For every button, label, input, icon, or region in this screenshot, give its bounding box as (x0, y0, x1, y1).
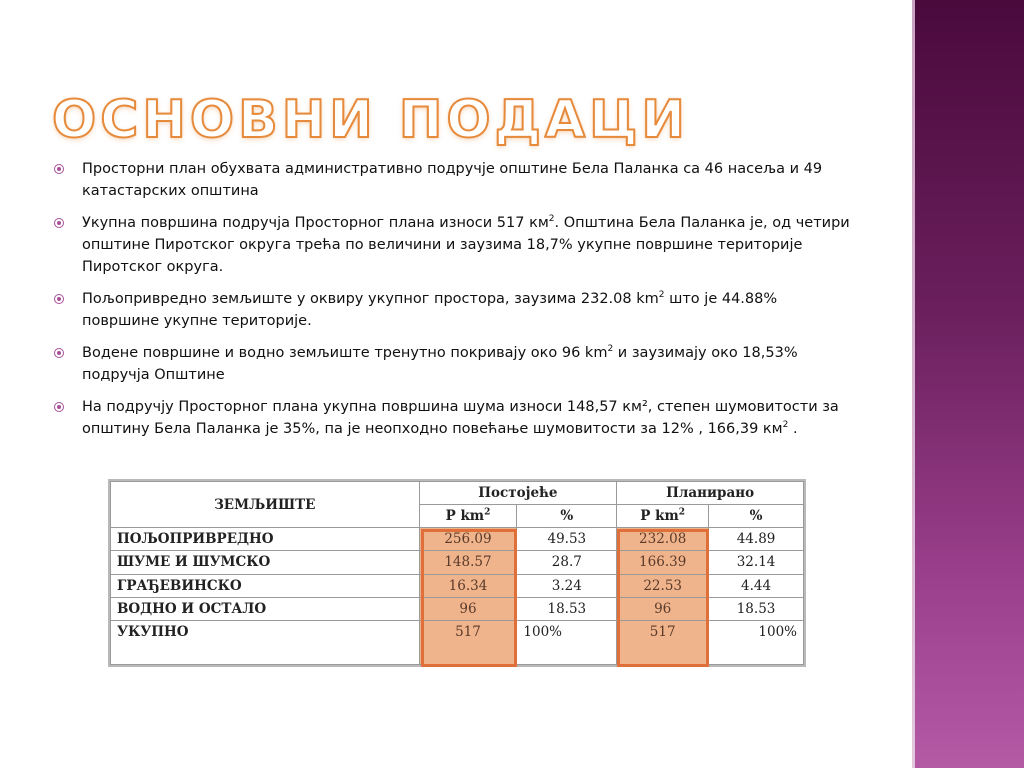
planned-area: 96 (617, 597, 709, 620)
existing-pct: 18.53 (517, 597, 617, 620)
existing-area: 148.57 (419, 551, 517, 574)
planned-pct: 18.53 (709, 597, 804, 620)
row-label: УКУПНО (111, 620, 420, 664)
bullet-text: На подручју Просторног плана укупна површина шума износи 148,57 км², степен шумовитости за општину Бела Паланка је 35%, па је неопходно повећање шумовитости за 12% , 166,39 км (82, 399, 839, 437)
planned-area: 166.39 (617, 551, 709, 574)
subheader-pct: % (709, 505, 804, 528)
bullet-list (52, 158, 852, 450)
land-use-table-image (108, 479, 806, 667)
header-planned: Планирано (617, 482, 804, 505)
row-label: ШУМЕ И ШУМСКО (111, 551, 420, 574)
existing-area: 16.34 (419, 574, 517, 597)
bullet-circle-icon (54, 402, 64, 412)
header-land: ЗЕМЉИШТЕ (111, 482, 420, 528)
subheader-area: P $km^2$ (419, 505, 517, 528)
bullet-item (52, 212, 852, 278)
bullet-text: Пољопривредно земљиште у оквиру укупног простора, заузима 232.08 km (82, 291, 659, 307)
land-use-table (110, 481, 804, 665)
planned-pct: 100% (709, 620, 804, 664)
row-label: ПОЉОПРИВРЕДНО (111, 528, 420, 551)
existing-pct: 28.7 (517, 551, 617, 574)
existing-area: 517 (419, 620, 517, 664)
slide-title: ОСНОВНИ ПОДАЦИ (52, 90, 689, 150)
bullet-text: и заузимају око 18,53% подручја Општине (82, 345, 798, 383)
existing-area: 256.09 (419, 528, 517, 551)
planned-pct: 4.44 (709, 574, 804, 597)
bullet-item (52, 158, 852, 202)
superscript: 2 (607, 344, 614, 355)
table-row (111, 528, 804, 551)
bullet-text: што је 44.88% површине укупне територије. (82, 291, 778, 329)
bullet-text: Водене површине и водно земљиште тренутно покривају око 96 km (82, 345, 608, 361)
table-row (111, 597, 804, 620)
table-row (111, 574, 804, 597)
table-row (111, 551, 804, 574)
existing-area: 96 (419, 597, 517, 620)
planned-pct: 32.14 (709, 551, 804, 574)
bullet-circle-icon (54, 348, 64, 358)
superscript: 2 (658, 290, 665, 301)
superscript: 2 (548, 214, 555, 225)
table-row-total (111, 620, 804, 664)
planned-area: 22.53 (617, 574, 709, 597)
subheader-pct: % (517, 505, 617, 528)
existing-pct: 49.53 (517, 528, 617, 551)
superscript: 2 (782, 420, 789, 431)
bullet-circle-icon (54, 164, 64, 174)
row-label: ВОДНО И ОСТАЛО (111, 597, 420, 620)
planned-area: 232.08 (617, 528, 709, 551)
bullet-text: Укупна површина подручја Просторног плана износи 517 км (82, 215, 549, 231)
planned-pct: 44.89 (709, 528, 804, 551)
bullet-text: . (788, 421, 798, 437)
existing-pct: 100% (517, 620, 617, 664)
bullet-text: Просторни план обухвата административно подручје општине Бела Паланка са 46 насеља и 49 катастарских општина (82, 161, 823, 199)
side-decor-band (912, 0, 1024, 768)
bullet-text: . Општина Бела Паланка је, од четири општине Пиротског округа трећа по величини и заузима 18,7% укупне површине територије Пиротског округа. (82, 215, 850, 275)
header-existing: Постојеће (419, 482, 617, 505)
bullet-item (52, 288, 852, 332)
bullet-item (52, 342, 852, 386)
bullet-circle-icon (54, 218, 64, 228)
planned-area: 517 (617, 620, 709, 664)
bullet-circle-icon (54, 294, 64, 304)
table-header-row (111, 482, 804, 505)
subheader-area: P $km^2$ (617, 505, 709, 528)
existing-pct: 3.24 (517, 574, 617, 597)
bullet-item (52, 396, 852, 440)
row-label: ГРАЂЕВИНСКО (111, 574, 420, 597)
